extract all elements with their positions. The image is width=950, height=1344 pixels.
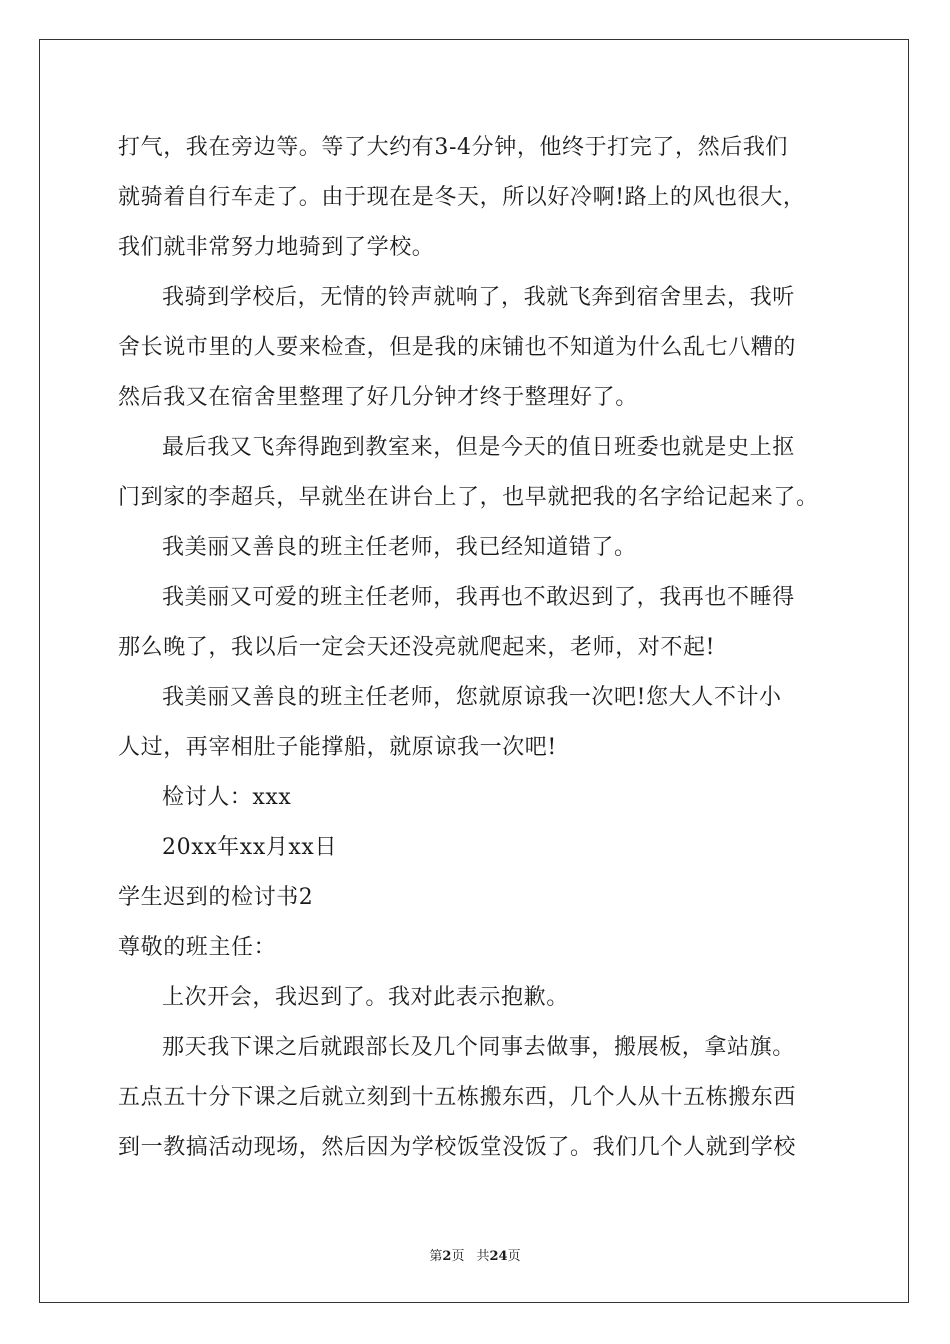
page-suffix: 页: [451, 1249, 465, 1264]
text-line: 人过，再宰相肚子能撑船，就原谅我一次吧!: [118, 735, 557, 760]
text-line: 我美丽又可爱的班主任老师，我再也不敢迟到了，我再也不睡得: [162, 585, 795, 610]
text-line: 我美丽又善良的班主任老师，您就原谅我一次吧!您大人不计小: [162, 685, 782, 710]
text-line: 打气，我在旁边等。等了大约有3-4分钟，他终于打完了，然后我们: [118, 135, 789, 160]
text-line: 到一教搞活动现场，然后因为学校饭堂没饭了。我们几个人就到学校: [118, 1135, 797, 1160]
total-pages: 24: [489, 1249, 508, 1264]
text-line: 上次开会，我迟到了。我对此表示抱歉。: [162, 985, 569, 1010]
text-line: 我们就非常努力地骑到了学校。: [118, 235, 435, 260]
text-line: 那么晚了，我以后一定会天还没亮就爬起来，老师，对不起!: [118, 635, 716, 660]
page-border: [39, 39, 909, 1303]
text-line: 然后我又在宿舍里整理了好几分钟才终于整理好了。: [118, 385, 638, 410]
signature-line: 检讨人：xxx: [162, 785, 292, 810]
salutation: 尊敬的班主任：: [118, 935, 277, 960]
text-line: 我骑到学校后，无情的铃声就响了，我就飞奔到宿舍里去，我听: [162, 285, 795, 310]
text-line: 我美丽又善良的班主任老师，我已经知道错了。: [162, 535, 637, 560]
section-title: 学生迟到的检讨书2: [118, 885, 314, 910]
date-line: 20xx年xx月xx日: [162, 835, 338, 860]
text-line: 那天我下课之后就跟部长及几个同事去做事，搬展板，拿站旗。: [162, 1035, 795, 1060]
page-footer: [0, 1248, 950, 1266]
text-line: 就骑着自行车走了。由于现在是冬天，所以好冷啊!路上的风也很大，: [118, 185, 806, 210]
total-prefix: 共: [476, 1249, 490, 1264]
text-line: 门到家的李超兵，早就坐在讲台上了，也早就把我的名字给记起来了。: [118, 485, 819, 510]
total-suffix: 页: [507, 1249, 521, 1264]
text-line: 舍长说市里的人要来检查，但是我的床铺也不知道为什么乱七八糟的: [118, 335, 797, 360]
page-number: 2: [442, 1249, 452, 1264]
text-line: 最后我又飞奔得跑到教室来，但是今天的值日班委也就是史上抠: [162, 435, 795, 460]
text-line: 五点五十分下课之后就立刻到十五栋搬东西，几个人从十五栋搬东西: [118, 1085, 797, 1110]
page-prefix: 第: [429, 1249, 443, 1264]
